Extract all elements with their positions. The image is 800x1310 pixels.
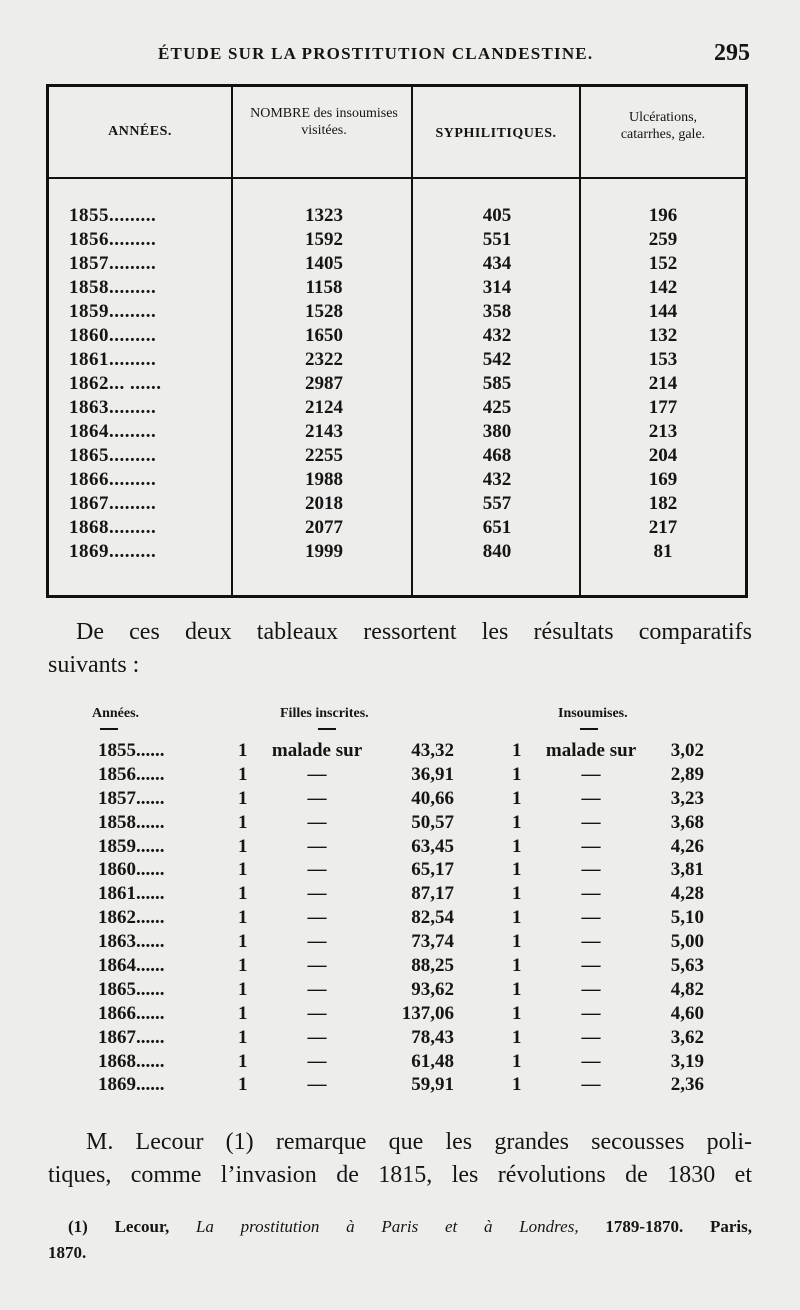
paragraph-line: suivants : <box>48 652 140 678</box>
cell-label: — <box>581 955 601 977</box>
cell-count: 1 <box>238 763 248 785</box>
cell-insoumises: 2987 <box>305 373 343 394</box>
table-row <box>0 740 800 764</box>
cell-insoumises: 1592 <box>305 229 343 250</box>
cell-insoumises: 1528 <box>305 301 343 322</box>
cell-ulcerations: 177 <box>648 397 678 418</box>
cell-label: — <box>307 859 327 881</box>
cell-count: 1 <box>512 763 522 785</box>
cell-ratio-insoumises: 2,89 <box>670 763 704 785</box>
cell-ratio-inscrites: 73,74 <box>411 931 454 953</box>
cell-ratio-insoumises: 4,28 <box>670 883 704 905</box>
cell-year: 1868......... <box>69 517 157 538</box>
table-row <box>0 883 800 907</box>
cell-year: 1860...... <box>98 859 165 881</box>
cell-year: 1864...... <box>98 955 165 977</box>
cell-label: — <box>581 1074 601 1096</box>
cell-ratio-inscrites: 82,54 <box>411 907 454 929</box>
cell-year: 1862... ...... <box>69 373 162 394</box>
cell-ratio-insoumises: 4,60 <box>670 1002 704 1024</box>
cell-ratio-insoumises: 5,00 <box>670 931 704 953</box>
cell-syphilitiques: 840 <box>482 541 512 562</box>
cell-count: 1 <box>512 907 522 929</box>
cell-ulcerations: 204 <box>648 445 678 466</box>
cell-count: 1 <box>512 883 522 905</box>
paragraph-comparison-intro <box>48 616 752 682</box>
cell-label: — <box>307 835 327 857</box>
cell-label: — <box>581 883 601 905</box>
cell-year: 1855...... <box>98 740 165 761</box>
cell-ratio-inscrites: 88,25 <box>411 955 454 977</box>
cell-insoumises: 1999 <box>305 541 343 562</box>
cell-year: 1858...... <box>98 811 165 833</box>
cell-count: 1 <box>512 835 522 857</box>
cell-ratio-inscrites: 59,91 <box>411 1074 454 1096</box>
cell-count: 1 <box>512 859 522 881</box>
cell-ratio-insoumises: 3,19 <box>670 1050 704 1072</box>
cell-year: 1861......... <box>69 349 157 370</box>
cell-year: 1862...... <box>98 907 165 929</box>
cell-syphilitiques: 425 <box>482 397 512 418</box>
column-header-years: ANNÉES. <box>108 124 172 139</box>
cell-ratio-inscrites: 78,43 <box>411 1026 454 1048</box>
table-row <box>49 229 745 253</box>
cell-count: 1 <box>238 835 248 857</box>
header-dash <box>318 728 336 730</box>
footnote-rest: 1789-1870. Paris, <box>605 1217 753 1236</box>
cell-ratio-inscrites: 50,57 <box>411 811 454 833</box>
table-row <box>49 493 745 517</box>
cell-ulcerations: 153 <box>648 349 678 370</box>
table-row <box>0 907 800 931</box>
cell-count: 1 <box>238 859 248 881</box>
cell-year: 1866......... <box>69 469 157 490</box>
table-visits <box>46 84 748 598</box>
table-row <box>49 421 745 445</box>
cell-ulcerations: 213 <box>648 421 678 442</box>
column-header-syphilitiques: SYPHILITIQUES. <box>435 126 557 141</box>
table-row <box>49 397 745 421</box>
cell-count: 1 <box>238 955 248 977</box>
footnote-line <box>48 1214 752 1240</box>
footnote <box>48 1214 752 1266</box>
table-visits-body <box>49 205 745 565</box>
table-row <box>49 541 745 565</box>
cell-insoumises: 2077 <box>305 517 343 538</box>
cell-label: — <box>307 1002 327 1024</box>
cell-ratio-insoumises: 3,02 <box>670 740 704 761</box>
cell-count: 1 <box>238 931 248 953</box>
cell-count: 1 <box>238 907 248 929</box>
cell-syphilitiques: 651 <box>482 517 512 538</box>
cell-year: 1860......... <box>69 325 157 346</box>
cell-count: 1 <box>512 1002 522 1024</box>
cell-ratio-insoumises: 4,82 <box>670 978 704 1000</box>
running-title: ÉTUDE SUR LA PROSTITUTION CLANDESTINE. <box>158 44 594 63</box>
cell-label: — <box>307 931 327 953</box>
table-ratios-body <box>0 740 800 1098</box>
cell-insoumises: 1158 <box>305 277 343 298</box>
cell-count: 1 <box>512 931 522 953</box>
cell-ulcerations: 81 <box>653 541 673 562</box>
cell-syphilitiques: 551 <box>482 229 512 250</box>
cell-label: — <box>581 1002 601 1024</box>
cell-insoumises: 1650 <box>305 325 343 346</box>
cell-insoumises: 1405 <box>305 253 343 274</box>
cell-count: 1 <box>238 787 248 809</box>
table-row <box>0 931 800 955</box>
cell-ulcerations: 214 <box>648 373 678 394</box>
cell-ratio-insoumises: 5,63 <box>670 955 704 977</box>
table-ratios-header <box>0 706 800 730</box>
cell-year: 1861...... <box>98 883 165 905</box>
cell-syphilitiques: 432 <box>482 325 512 346</box>
cell-ratio-insoumises: 3,62 <box>670 1026 704 1048</box>
cell-year: 1864......... <box>69 421 157 442</box>
page-number: 295 <box>714 40 750 66</box>
cell-ratio-inscrites: 36,91 <box>411 763 454 785</box>
column-header-years: Années. <box>92 706 140 721</box>
cell-syphilitiques: 434 <box>482 253 512 274</box>
table-row <box>0 764 800 788</box>
cell-ratio-inscrites: 63,45 <box>411 835 454 857</box>
cell-insoumises: 2124 <box>305 397 343 418</box>
cell-count: 1 <box>512 955 522 977</box>
cell-syphilitiques: 432 <box>482 469 512 490</box>
cell-label: malade sur <box>545 740 637 761</box>
column-header-insoumises: NOMBRE des insoumises visitées. <box>250 106 398 138</box>
cell-ratio-inscrites: 61,48 <box>411 1050 454 1072</box>
table-row <box>49 253 745 277</box>
cell-ulcerations: 182 <box>648 493 678 514</box>
cell-ratio-inscrites: 87,17 <box>411 883 454 905</box>
column-header-ulcerations: Ulcérations, catarrhes, gale. <box>620 110 706 142</box>
column-header-filles-inscrites: Filles inscrites. <box>280 706 369 721</box>
cell-ratio-insoumises: 5,10 <box>670 907 704 929</box>
cell-year: 1866...... <box>98 1002 165 1024</box>
cell-label: — <box>581 978 601 1000</box>
cell-ratio-inscrites: 65,17 <box>411 859 454 881</box>
cell-year: 1859...... <box>98 835 165 857</box>
cell-count: 1 <box>512 740 522 761</box>
cell-ratio-insoumises: 3,81 <box>670 859 704 881</box>
cell-label: — <box>307 1074 327 1096</box>
table-row <box>49 205 745 229</box>
cell-ratio-inscrites: 137,06 <box>401 1002 454 1024</box>
cell-syphilitiques: 557 <box>482 493 512 514</box>
header-dash <box>100 728 118 730</box>
cell-count: 1 <box>238 1026 248 1048</box>
table-row <box>0 1027 800 1051</box>
cell-insoumises: 2322 <box>305 349 343 370</box>
table-row <box>0 955 800 979</box>
cell-count: 1 <box>512 1074 522 1096</box>
table-row <box>0 812 800 836</box>
cell-year: 1857...... <box>98 787 165 809</box>
table-row <box>0 1051 800 1075</box>
cell-label: — <box>307 811 327 833</box>
cell-count: 1 <box>512 811 522 833</box>
cell-ratio-insoumises: 4,26 <box>670 835 704 857</box>
cell-label: — <box>307 907 327 929</box>
cell-syphilitiques: 468 <box>482 445 512 466</box>
table-row <box>49 445 745 469</box>
cell-insoumises: 2018 <box>305 493 343 514</box>
cell-ulcerations: 132 <box>648 325 678 346</box>
cell-ratio-inscrites: 43,32 <box>411 740 454 761</box>
cell-ratio-insoumises: 2,36 <box>670 1074 704 1096</box>
table-row <box>49 349 745 373</box>
table-row <box>49 373 745 397</box>
header-rule <box>49 177 745 179</box>
cell-year: 1859......... <box>69 301 157 322</box>
cell-count: 1 <box>238 1002 248 1024</box>
cell-count: 1 <box>512 1026 522 1048</box>
table-row <box>0 1074 800 1098</box>
paragraph-line: tiques, comme l’invasion de 1815, les révolutions de 1830 et <box>48 1162 752 1188</box>
cell-label: — <box>307 978 327 1000</box>
cell-label: malade sur <box>271 740 363 761</box>
cell-ratio-inscrites: 93,62 <box>411 978 454 1000</box>
cell-year: 1868...... <box>98 1050 165 1072</box>
table-row <box>49 325 745 349</box>
cell-year: 1857......... <box>69 253 157 274</box>
footnote-title: La prostitution à Paris et à Londres, <box>195 1217 579 1236</box>
column-header-insoumises: Insoumises. <box>558 706 628 721</box>
cell-year: 1867......... <box>69 493 157 514</box>
cell-year: 1855......... <box>69 205 157 226</box>
cell-syphilitiques: 358 <box>482 301 512 322</box>
table-row <box>49 517 745 541</box>
cell-label: — <box>581 859 601 881</box>
cell-syphilitiques: 585 <box>482 373 512 394</box>
cell-ulcerations: 217 <box>648 517 678 538</box>
paragraph-line: M. Lecour (1) remarque que les grandes secousses poli- <box>86 1129 752 1155</box>
table-row <box>0 979 800 1003</box>
header-dash <box>580 728 598 730</box>
cell-insoumises: 2255 <box>305 445 343 466</box>
cell-label: — <box>581 787 601 809</box>
cell-count: 1 <box>512 1050 522 1072</box>
cell-syphilitiques: 380 <box>482 421 512 442</box>
paragraph-lecour <box>48 1126 752 1192</box>
cell-count: 1 <box>238 978 248 1000</box>
footnote-line: 1870. <box>48 1243 87 1262</box>
cell-label: — <box>581 1050 601 1072</box>
cell-year: 1865......... <box>69 445 157 466</box>
cell-count: 1 <box>238 1050 248 1072</box>
cell-count: 1 <box>512 787 522 809</box>
cell-count: 1 <box>238 740 248 761</box>
cell-label: — <box>581 763 601 785</box>
cell-insoumises: 1323 <box>305 205 343 226</box>
cell-label: — <box>307 1026 327 1048</box>
table-row <box>49 277 745 301</box>
cell-count: 1 <box>512 978 522 1000</box>
cell-syphilitiques: 542 <box>482 349 512 370</box>
cell-year: 1869...... <box>98 1074 165 1096</box>
cell-ulcerations: 142 <box>648 277 678 298</box>
cell-label: — <box>307 955 327 977</box>
table-row <box>0 1003 800 1027</box>
cell-ratio-insoumises: 3,68 <box>670 811 704 833</box>
cell-count: 1 <box>238 883 248 905</box>
cell-ulcerations: 196 <box>648 205 678 226</box>
cell-insoumises: 1988 <box>305 469 343 490</box>
cell-year: 1865...... <box>98 978 165 1000</box>
cell-label: — <box>581 1026 601 1048</box>
cell-label: — <box>307 787 327 809</box>
cell-ulcerations: 259 <box>648 229 678 250</box>
cell-year: 1869......... <box>69 541 157 562</box>
cell-label: — <box>581 811 601 833</box>
cell-label: — <box>307 1050 327 1072</box>
cell-ratio-inscrites: 40,66 <box>411 787 454 809</box>
table-row <box>49 469 745 493</box>
table-row <box>0 859 800 883</box>
cell-ratio-insoumises: 3,23 <box>670 787 704 809</box>
cell-count: 1 <box>238 811 248 833</box>
cell-label: — <box>581 907 601 929</box>
cell-year: 1856...... <box>98 763 165 785</box>
cell-ulcerations: 144 <box>648 301 678 322</box>
table-row <box>0 836 800 860</box>
cell-year: 1867...... <box>98 1026 165 1048</box>
cell-year: 1856......... <box>69 229 157 250</box>
cell-label: — <box>307 883 327 905</box>
cell-label: — <box>307 763 327 785</box>
cell-count: 1 <box>238 1074 248 1096</box>
cell-syphilitiques: 314 <box>482 277 512 298</box>
cell-ulcerations: 152 <box>648 253 678 274</box>
cell-insoumises: 2143 <box>305 421 343 442</box>
cell-ulcerations: 169 <box>648 469 678 490</box>
cell-label: — <box>581 931 601 953</box>
table-row <box>49 301 745 325</box>
cell-year: 1863......... <box>69 397 157 418</box>
cell-label: — <box>581 835 601 857</box>
cell-syphilitiques: 405 <box>482 205 512 226</box>
cell-year: 1863...... <box>98 931 165 953</box>
cell-year: 1858......... <box>69 277 157 298</box>
running-head <box>150 38 750 70</box>
table-row <box>0 788 800 812</box>
paragraph-line: De ces deux tableaux ressortent les résultats comparatifs <box>76 619 752 645</box>
footnote-marker: (1) Lecour, <box>68 1217 170 1236</box>
